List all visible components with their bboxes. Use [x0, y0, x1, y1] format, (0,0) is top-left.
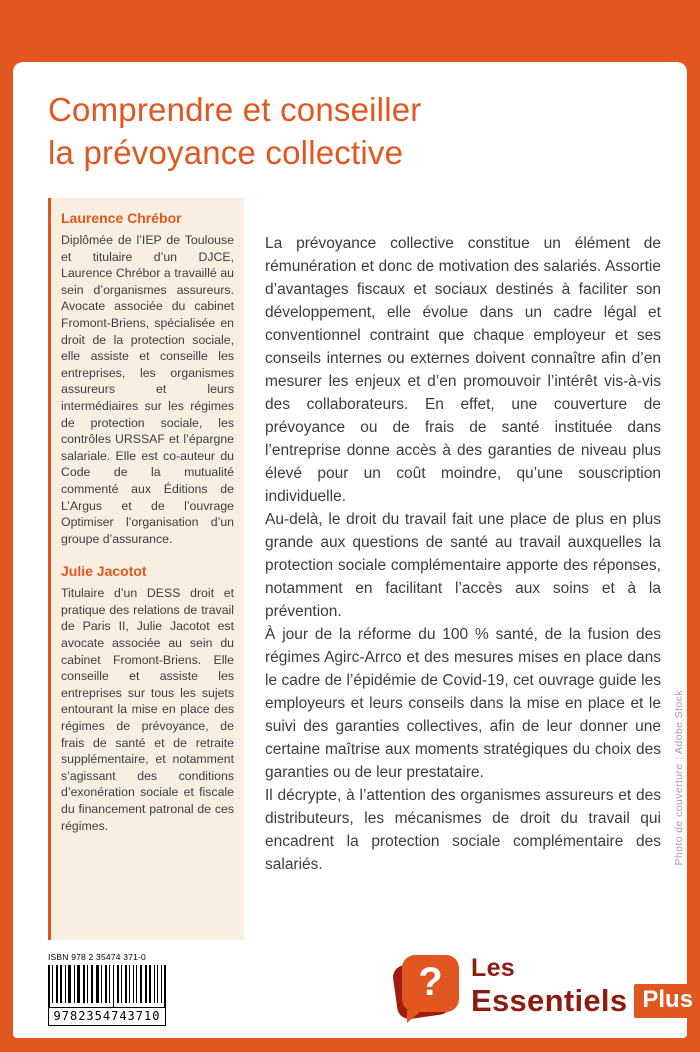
question-bubble-icon	[395, 953, 465, 1031]
publisher-wordmark	[471, 953, 700, 1018]
author-bio-text: Titulaire d’un DESS droit et pratique des relations de travail de Paris II, Julie Jacotot est avocate associée au sein du cabinet Fromont-Briens. Elle conseille et assiste les entreprises sur tous les sujets entourant la mise en place des régimes de prévoyance, de frais de santé et de retraite supplémentaire, et notamment s’agissant des conditions d’exonération sociale et fiscale du financement patronal de ces régimes.	[61, 586, 234, 833]
bubble-tail-shape	[407, 1010, 422, 1023]
publisher-name-plus-badge: Plus	[634, 984, 700, 1018]
photo-credit: Photo de couverture : Adobe Stock	[673, 690, 685, 866]
author-bio-text: Diplômée de l’IEP de Toulouse et titulaire d’un DJCE, Laurence Chrébor a travaillé au sein d’organismes assureurs. Avocate associée du cabinet Fromont-Briens, spécialisée en droit de la protection sociale, elle assiste et conseille les entreprises, les organismes assureurs et leurs intermédiaires sur les régimes de protection sociale, les contrôles URSSAF et l’épargne salariale. Elle est co-auteur du Code de la mutualité commenté aux Éditions de L’Argus et de l’ouvrage Optimiser l’organisation d’un groupe d’assurance.	[61, 233, 234, 546]
book-title	[48, 88, 421, 174]
author-bio	[61, 210, 234, 547]
isbn-number: 9782354743710	[48, 1007, 166, 1026]
author-name: Julie Jacotot	[61, 563, 147, 580]
publisher-name-les: Les	[471, 954, 515, 982]
author-name: Laurence Chrébor	[61, 210, 182, 226]
publisher-name-row	[471, 984, 700, 1018]
title-line-1: Comprendre et conseiller	[48, 91, 422, 128]
cover-content	[13, 62, 694, 1038]
author-bios-panel	[48, 198, 244, 940]
back-cover-text	[265, 232, 661, 876]
isbn-label: ISBN 978 2 35474 371-0	[48, 952, 146, 962]
question-mark-glyph: ?	[418, 960, 443, 1004]
author-bio	[61, 563, 234, 834]
isbn-barcode	[40, 948, 174, 1030]
speech-bubble-shape	[402, 955, 459, 1012]
barcode-bars	[48, 965, 166, 1005]
title-line-2: la prévoyance collective	[48, 134, 404, 171]
back-cover-paragraph-2: Au-delà, le droit du travail fait une place de plus en plus grande aux questions de santé au travail auxquelles la protection sociale complémentaire apporte des réponses, notamment en facilitant l’accès aux soins et à la prévention.	[265, 511, 661, 620]
back-cover-paragraph-4: Il décrypte, à l’attention des organismes assureurs et des distributeurs, les mécanismes de droit du travail qui encadrent la protection sociale complémentaire des salariés.	[265, 787, 661, 873]
publisher-logo	[395, 953, 700, 1031]
publisher-name-essentiels: Essentiels	[471, 983, 628, 1018]
back-cover-paragraph-3: À jour de la réforme du 100 % santé, de la fusion des régimes Agirc-Arrco et des mesures mises en place dans le cadre de l’épidémie de Covid-19, cet ouvrage guide les employeurs et leurs conseils dans la mise en place et le suivi des garanties collectives, afin de leur donner une certaine maîtrise aux moments stratégiques du choix des garanties ou de leur prestataire.	[265, 626, 661, 781]
back-cover-paragraph-1: La prévoyance collective constitue un élément de rémunération et donc de motivation des salariés. Assortie d’avantages fiscaux et sociaux destinés à faciliter son développement, elle évolue dans un cadre légal et conventionnel contraint que chaque employeur et ses conseils internes ou externes doivent connaître afin d’en mesurer les enjeux et d’en promouvoir l’intérêt vis-à-vis des collaborateurs. En effet, une couverture de prévoyance ou de frais de santé instituée dans l’entreprise donne accès à des garanties de niveau plus élevé pour un coût moindre, qu’une souscription individuelle.	[265, 235, 661, 505]
